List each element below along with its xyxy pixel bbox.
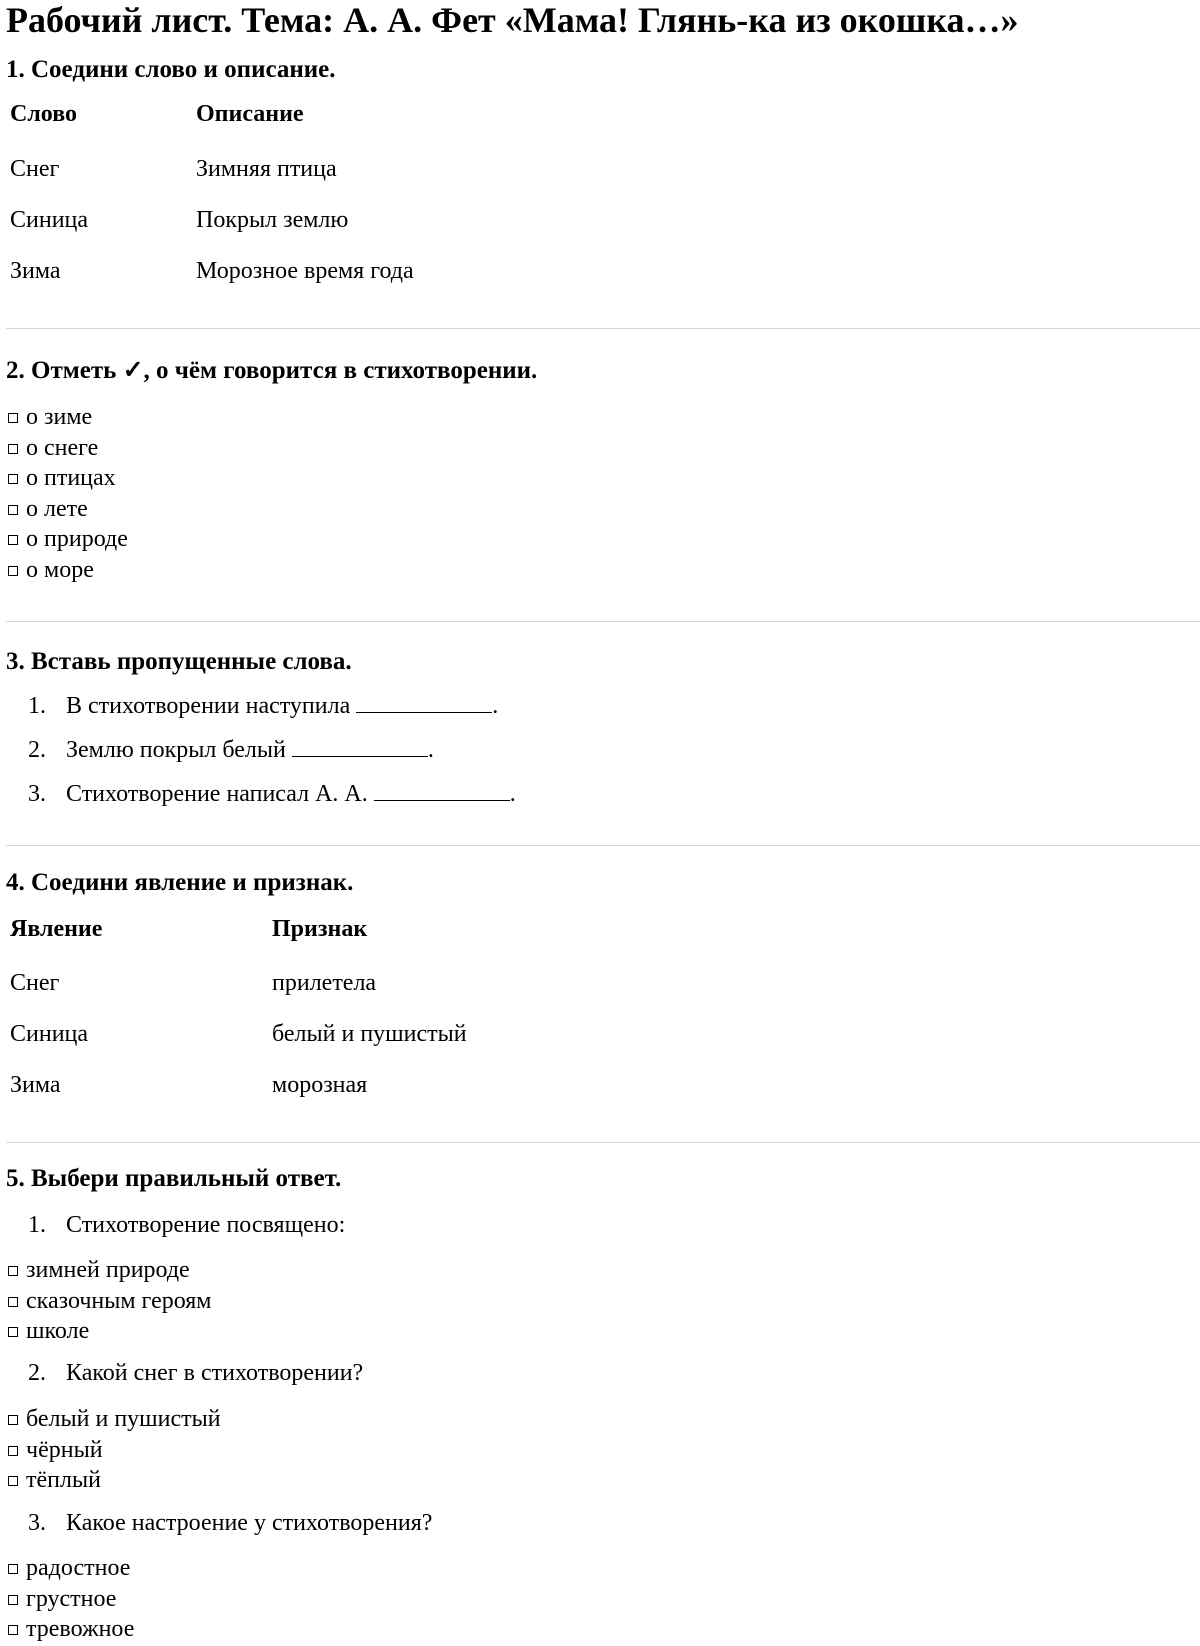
question-text: Какой снег в стихотворении? [66, 1360, 364, 1386]
question-text: Какое настроение у стихотворения? [66, 1510, 433, 1536]
question-number: 2. [28, 1360, 46, 1386]
option-label: о птицах [26, 465, 116, 492]
option-label: школе [26, 1318, 90, 1345]
section-divider [6, 845, 1200, 846]
option-label: радостное [26, 1555, 131, 1581]
table-cell-sign: прилетела [272, 970, 377, 996]
answer-blank[interactable] [292, 736, 428, 757]
question-item [6, 1210, 345, 1240]
answer-options [8, 1404, 221, 1496]
checkbox-icon[interactable] [8, 444, 18, 454]
option-label: о снеге [26, 434, 99, 461]
checkbox-option[interactable] [8, 463, 128, 494]
item-end: . [509, 781, 516, 807]
checkbox-icon[interactable] [8, 1327, 18, 1337]
question-number: 1. [28, 1212, 46, 1238]
table-cell-phenomenon: Зима [10, 1072, 61, 1098]
checkbox-option[interactable] [8, 494, 128, 525]
answer-option[interactable] [8, 1316, 212, 1347]
section-4-heading: 4. Соедини явление и признак. [6, 869, 354, 896]
table-cell-sign: морозная [272, 1072, 368, 1098]
checkbox-icon[interactable] [8, 535, 18, 545]
option-label: зимней природе [26, 1257, 190, 1283]
option-label: о лете [26, 495, 88, 522]
answer-option[interactable] [8, 1465, 221, 1496]
section-1-heading: 1. Соедини слово и описание. [6, 56, 336, 83]
question-number: 3. [28, 1510, 46, 1536]
checkbox-icon[interactable] [8, 1297, 18, 1307]
checkbox-icon[interactable] [8, 1564, 18, 1574]
section-2-heading: 2. Отметь ✓, о чём говорится в стихотворении. [6, 357, 538, 384]
column-header-description: Описание [196, 101, 304, 127]
fill-in-item [6, 735, 434, 765]
option-label: тёплый [26, 1467, 101, 1494]
checkbox-icon[interactable] [8, 474, 18, 484]
checkbox-option[interactable] [8, 555, 128, 586]
answer-blank[interactable] [374, 780, 510, 801]
section-divider [6, 328, 1200, 329]
table-cell-description: Зимняя птица [196, 156, 337, 182]
checkbox-option[interactable] [8, 402, 128, 433]
checkbox-icon[interactable] [8, 566, 18, 576]
answer-option[interactable] [8, 1404, 221, 1435]
item-text: Стихотворение написал А. А. [66, 781, 374, 807]
checkbox-icon[interactable] [8, 1446, 18, 1456]
checkbox-list [8, 402, 128, 586]
column-header-phenomenon: Явление [10, 916, 103, 942]
checkbox-icon[interactable] [8, 1476, 18, 1486]
answer-option[interactable] [8, 1584, 134, 1615]
column-header-sign: Признак [272, 916, 368, 942]
option-label: сказочным героям [26, 1287, 212, 1314]
checkbox-option[interactable] [8, 524, 128, 555]
section-divider [6, 621, 1200, 622]
answer-option[interactable] [8, 1614, 134, 1645]
answer-option[interactable] [8, 1286, 212, 1317]
checkbox-icon[interactable] [8, 413, 18, 423]
item-number: 3. [28, 781, 46, 807]
item-end: . [427, 737, 434, 763]
table-cell-phenomenon: Синица [10, 1021, 89, 1047]
item-number: 2. [28, 737, 46, 763]
section-divider [6, 1142, 1200, 1143]
table-cell-description: Морозное время года [196, 258, 414, 284]
answer-option[interactable] [8, 1255, 212, 1286]
fill-in-item [6, 779, 516, 809]
option-label: о природе [26, 526, 128, 553]
question-item [6, 1358, 363, 1388]
checkbox-icon[interactable] [8, 1415, 18, 1425]
answer-option[interactable] [8, 1553, 134, 1584]
option-label: чёрный [26, 1436, 103, 1463]
answer-option[interactable] [8, 1435, 221, 1466]
option-label: о зиме [26, 404, 93, 430]
option-label: тревожное [26, 1616, 135, 1643]
option-label: белый и пушистый [26, 1406, 221, 1432]
checkbox-icon[interactable] [8, 1625, 18, 1635]
answer-blank[interactable] [356, 692, 492, 713]
column-header-word: Слово [10, 101, 77, 127]
item-text: Землю покрыл белый [66, 737, 292, 763]
question-item [6, 1508, 432, 1538]
item-number: 1. [28, 693, 46, 719]
table-cell-word: Синица [10, 207, 89, 233]
option-label: о море [26, 556, 94, 583]
item-end: . [492, 693, 499, 719]
table-cell-description: Покрыл землю [196, 207, 349, 233]
option-label: грустное [26, 1585, 117, 1612]
page-title: Рабочий лист. Тема: А. А. Фет «Мама! Глянь-ка из окошка…» [6, 0, 1019, 40]
item-text: В стихотворении наступила [66, 693, 357, 719]
fill-in-item [6, 691, 498, 721]
table-cell-phenomenon: Снег [10, 970, 60, 996]
checkbox-icon[interactable] [8, 1595, 18, 1605]
answer-options [8, 1553, 134, 1645]
answer-options [8, 1255, 212, 1347]
checkbox-icon[interactable] [8, 1266, 18, 1276]
table-cell-word: Зима [10, 258, 61, 284]
question-text: Стихотворение посвящено: [66, 1212, 346, 1238]
section-5-heading: 5. Выбери правильный ответ. [6, 1165, 342, 1192]
table-cell-sign: белый и пушистый [272, 1021, 467, 1047]
table-cell-word: Снег [10, 156, 60, 182]
checkbox-icon[interactable] [8, 505, 18, 515]
checkbox-option[interactable] [8, 433, 128, 464]
section-3-heading: 3. Вставь пропущенные слова. [6, 648, 352, 675]
